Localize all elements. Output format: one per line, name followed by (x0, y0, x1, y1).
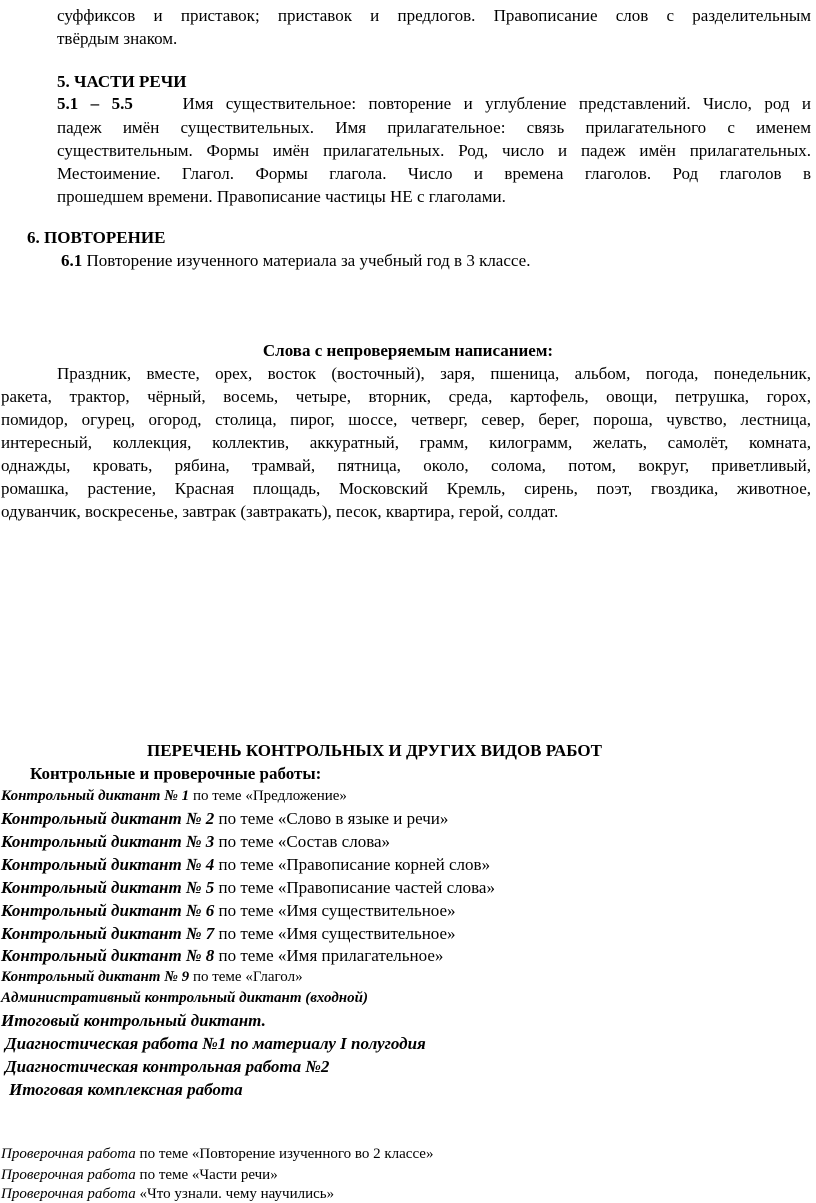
words-line-2: ракета, трактор, чёрный, восемь, четыре, вторник, среда, картофель, овощи, петрушка, горох, (1, 387, 811, 406)
section-5-line-3: существительным. Формы имён прилагательных. Род, число и падеж имён прилагательных. (57, 141, 811, 160)
words-line-5: однажды, кровать, рябина, трамвай, пятница, около, солома, потом, вокруг, приветливый, (1, 456, 811, 475)
section-6-number: 6.1 (61, 251, 83, 270)
check-work-1 (1, 1146, 433, 1163)
dictation-2 (1, 809, 448, 829)
words-line-6: ромашка, растение, Красная площадь, Московский Кремль, сирень, поэт, гвоздика, животное, (1, 479, 811, 498)
dictation-topic: по теме «Имя существительное» (218, 924, 456, 943)
section-5-number: 5.1 – 5.5 (57, 94, 133, 113)
dictation-label: Контрольный диктант № 9 (1, 969, 190, 985)
words-title: Слова с непроверяемым написанием: (262, 341, 554, 360)
dictation-label: Контрольный диктант № 4 (1, 855, 215, 874)
dictation-topic: по теме «Глагол» (192, 969, 303, 985)
check-work-3 (1, 1186, 334, 1203)
section-5-line-5: прошедшем времени. Правописание частицы НЕ с глаголами. (57, 187, 506, 206)
section-5-text: Имя существительное: повторение и углубление представлений. Число, род и (182, 94, 812, 113)
check-topic: по теме «Повторение изученного во 2 классе» (139, 1146, 434, 1162)
section-5-line-1 (57, 94, 811, 114)
words-line-1: Праздник, вместе, орех, восток (восточный), заря, пшеница, альбом, погода, понедельник, (57, 364, 811, 383)
section-6-line (61, 251, 530, 271)
section-5-line-4: Местоимение. Глагол. Формы глагола. Число и времена глаголов. Род глаголов в (57, 164, 811, 183)
admin-dictation: Административный контрольный диктант (входной) (1, 990, 368, 1006)
dictation-topic: по теме «Слово в языке и речи» (218, 809, 449, 828)
section-6-text: Повторение изученного материала за учебный год в 3 классе. (86, 251, 531, 270)
check-work-2 (1, 1167, 278, 1184)
section-6-heading: 6. ПОВТОРЕНИЕ (27, 228, 166, 247)
words-line-7: одуванчик, воскресенье, завтрак (завтракать), песок, квартира, герой, солдат. (1, 502, 559, 521)
dictation-1 (1, 788, 347, 805)
dictation-topic: по теме «Состав слова» (218, 832, 391, 851)
dictation-3 (1, 832, 390, 852)
dictation-9 (1, 969, 303, 986)
works-title: ПЕРЕЧЕНЬ КОНТРОЛЬНЫХ И ДРУГИХ ВИДОВ РАБОТ (147, 741, 602, 760)
final-dictation: Итоговый контрольный диктант. (1, 1011, 266, 1030)
dictation-5 (1, 878, 495, 898)
intro-line-1: суффиксов и приставок; приставок и предлогов. Правописание слов с разделительным (57, 6, 811, 25)
diagnostic-work-1: Диагностическая работа №1 по материалу I полугодия (5, 1034, 426, 1053)
section-5-heading: 5. ЧАСТИ РЕЧИ (57, 72, 187, 91)
dictation-7 (1, 924, 456, 944)
dictation-label: Контрольный диктант № 3 (1, 832, 215, 851)
intro-line-2: твёрдым знаком. (57, 29, 178, 48)
dictation-label: Контрольный диктант № 1 (1, 788, 190, 804)
words-line-4: интересный, коллекция, коллектив, аккуратный, грамм, килограмм, желать, самолёт, комната, (1, 433, 811, 452)
dictation-label: Контрольный диктант № 8 (1, 946, 215, 965)
words-line-3: помидор, огурец, огород, столица, пирог, шоссе, четверг, север, берег, пороша, чувство, лестница, (1, 410, 811, 429)
dictation-topic: по теме «Предложение» (192, 788, 347, 804)
dictation-topic: по теме «Правописание корней слов» (218, 855, 491, 874)
check-topic: по теме «Части речи» (139, 1167, 278, 1183)
dictation-topic: по теме «Правописание частей слова» (218, 878, 495, 897)
dictation-topic: по теме «Имя существительное» (218, 901, 456, 920)
dictation-label: Контрольный диктант № 7 (1, 924, 215, 943)
check-label: Проверочная работа (1, 1167, 136, 1183)
dictation-topic: по теме «Имя прилагательное» (218, 946, 444, 965)
check-label: Проверочная работа (1, 1186, 136, 1202)
dictation-8 (1, 946, 443, 966)
dictation-4 (1, 855, 490, 875)
diagnostic-work-2: Диагностическая контрольная работа №2 (5, 1057, 330, 1076)
final-complex-work: Итоговая комплексная работа (9, 1080, 243, 1099)
dictation-6 (1, 901, 456, 921)
works-subtitle: Контрольные и проверочные работы: (30, 764, 322, 783)
dictation-label: Контрольный диктант № 6 (1, 901, 215, 920)
section-5-line-2: падеж имён существительных. Имя прилагательное: связь прилагательного с именем (57, 118, 811, 137)
check-label: Проверочная работа (1, 1146, 136, 1162)
dictation-label: Контрольный диктант № 5 (1, 878, 215, 897)
check-topic: «Что узнали. чему научились» (139, 1186, 335, 1202)
dictation-label: Контрольный диктант № 2 (1, 809, 215, 828)
